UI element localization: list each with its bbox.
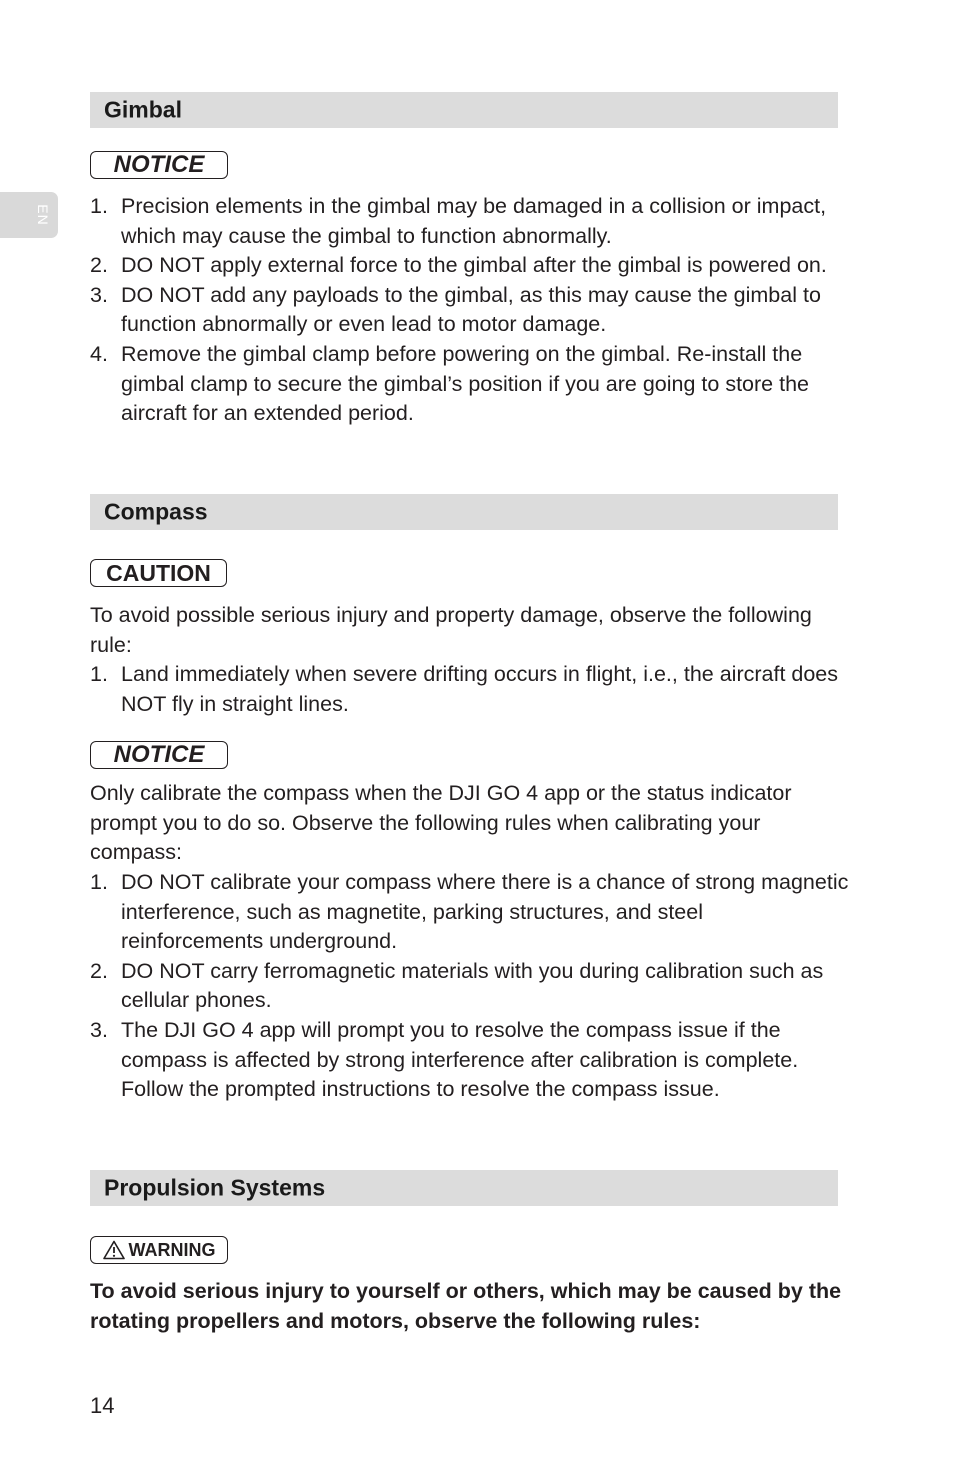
notice-intro: Only calibrate the compass when the DJI GO 4 app or the status indicator prompt you to do so. Observe the following rules when calibrating your compass: (90, 781, 792, 865)
list-item: 1. Precision elements in the gimbal may be damaged in a collision or impact, which may cause the gimbal to function abnormally. (90, 194, 827, 248)
list-item: 2. DO NOT carry ferromagnetic materials with you during calibration such as cellular phones. (90, 958, 824, 1013)
compass-caution-list (90, 660, 850, 719)
warning-badge: WARNING (90, 1236, 228, 1264)
list-item: 4. Remove the gimbal clamp before powering on the gimbal. Re-install the gimbal clamp to secure the gimbal’s position if you are going to store the aircraft for an extended period. (90, 341, 809, 426)
page-number: 14 (90, 1393, 115, 1418)
compass-notice-list (90, 868, 850, 1105)
list-item: 3. DO NOT add any payloads to the gimbal, as this may cause the gimbal to function abnormally or even lead to motor damage. (90, 282, 821, 337)
language-tab-label: EN (35, 204, 51, 226)
list-item: 1. Land immediately when severe drifting occurs in flight, i.e., the aircraft does NOT fly in straight lines. (90, 662, 839, 716)
list-item: 2. DO NOT apply external force to the gimbal after the gimbal is powered on. (90, 253, 827, 278)
section-header-gimbal (90, 92, 838, 128)
warning-intro: To avoid serious injury to yourself or others, which may be caused by the rotating propellers and motors, observe the following rules: (90, 1279, 842, 1333)
section-header-compass (90, 494, 838, 530)
caution-badge: CAUTION (90, 559, 227, 587)
caution-intro: To avoid possible serious injury and property damage, observe the following rule: (90, 603, 812, 657)
section-title: Gimbal (104, 96, 182, 123)
notice-badge: NOTICE (90, 741, 228, 769)
language-tab (0, 192, 58, 238)
gimbal-notice-list (90, 192, 850, 429)
list-item: 3. The DJI GO 4 app will prompt you to resolve the compass issue if the compass is affected by strong interference after calibration is complete. Follow the prompted instructions to resolve the compass issue. (90, 1017, 799, 1102)
notice-badge: NOTICE (90, 151, 228, 179)
list-item: 1. DO NOT calibrate your compass where there is a chance of strong magnetic interference, such as magnetite, parking structures, and steel reinforcements underground. (90, 870, 849, 954)
section-title: Propulsion Systems (104, 1174, 326, 1201)
section-header-propulsion (90, 1170, 838, 1206)
section-title: Compass (104, 498, 208, 525)
warning-triangle-icon (103, 1240, 125, 1260)
